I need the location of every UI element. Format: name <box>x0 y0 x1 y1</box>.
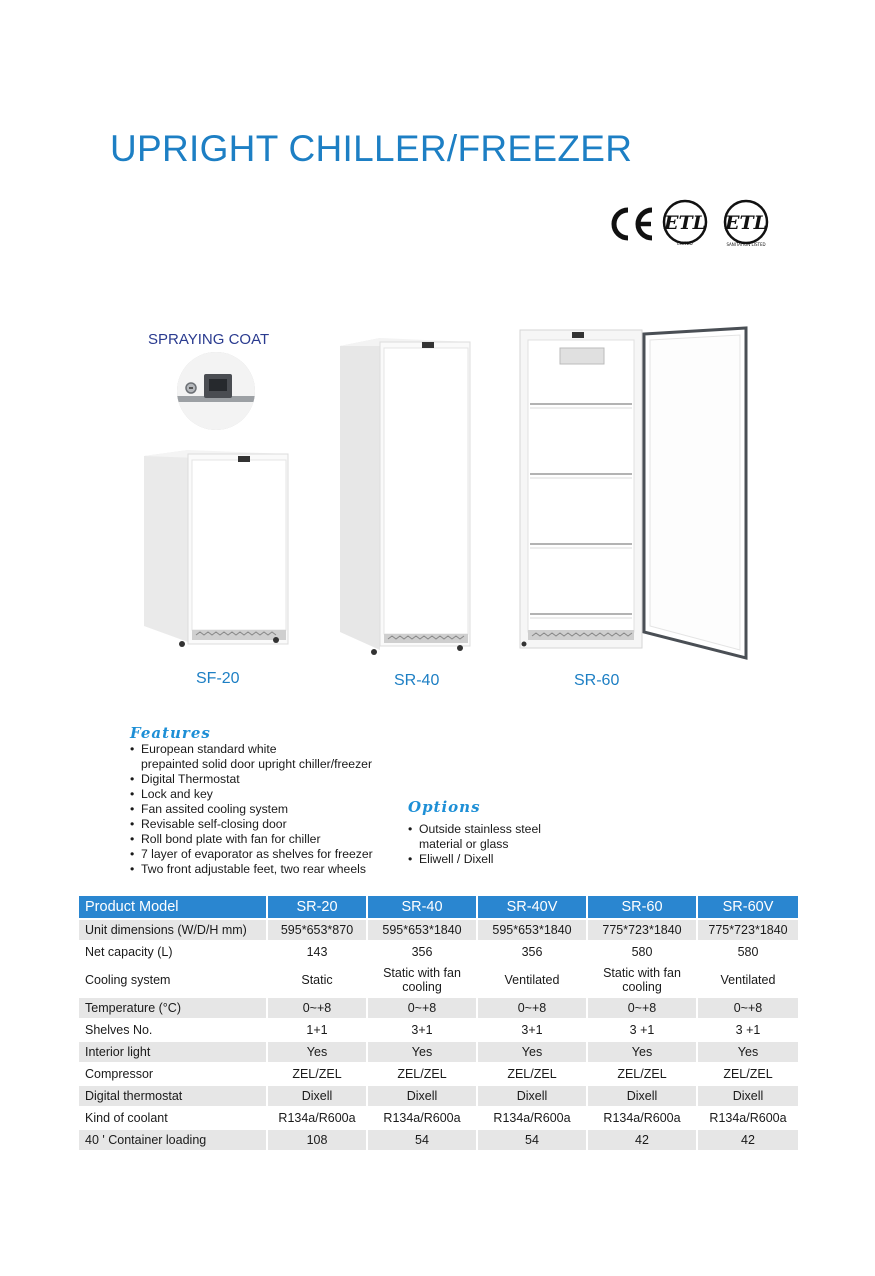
table-cell: 3+1 <box>477 1019 587 1041</box>
table-cell: 580 <box>697 941 798 963</box>
table-cell: 0~+8 <box>587 997 697 1019</box>
table-cell: Ventilated <box>697 963 798 997</box>
row-label: Unit dimensions (W/D/H mm) <box>79 919 267 941</box>
sr-40-fridge-image <box>336 334 474 656</box>
table-cell: 356 <box>367 941 477 963</box>
table-row <box>79 1129 798 1150</box>
sf-20-fridge-image <box>140 444 295 649</box>
feature-item: • Two front adjustable feet, two rear wheels <box>130 862 373 877</box>
table-cell: Yes <box>267 1041 367 1063</box>
column-header: SR-60V <box>697 896 798 919</box>
table-row <box>79 941 798 963</box>
etl-sanitation-icon <box>724 201 767 247</box>
row-label: Net capacity (L) <box>79 941 267 963</box>
ce-mark-icon <box>614 210 652 238</box>
table-cell: Ventilated <box>477 963 587 997</box>
table-cell: 356 <box>477 941 587 963</box>
spraying-coat-label: SPRAYING COAT <box>148 331 270 348</box>
column-header: Product Model <box>79 896 267 919</box>
table-cell: ZEL/ZEL <box>587 1063 697 1085</box>
row-label: Interior light <box>79 1041 267 1063</box>
table-cell: ZEL/ZEL <box>367 1063 477 1085</box>
table-cell: 775*723*1840 <box>587 919 697 941</box>
table-cell: ZEL/ZEL <box>697 1063 798 1085</box>
feature-item: • Fan assited cooling system <box>130 802 373 817</box>
table-cell: Yes <box>697 1041 798 1063</box>
table-cell: Yes <box>367 1041 477 1063</box>
table-cell: Dixell <box>697 1085 798 1107</box>
table-cell: 143 <box>267 941 367 963</box>
table-cell: Yes <box>587 1041 697 1063</box>
sr-60-open-fridge-image <box>516 326 756 662</box>
table-cell: 42 <box>697 1129 798 1150</box>
option-item: • Eliwell / Dixell <box>408 852 541 867</box>
table-row <box>79 1107 798 1129</box>
table-cell: 0~+8 <box>697 997 798 1019</box>
row-label: 40 ' Container loading <box>79 1129 267 1150</box>
table-cell: Dixell <box>477 1085 587 1107</box>
row-label: Shelves No. <box>79 1019 267 1041</box>
svg-text:ETL: ETL <box>725 212 767 234</box>
table-cell: 54 <box>477 1129 587 1150</box>
feature-item: • Digital Thermostat <box>130 772 373 787</box>
table-cell: Static <box>267 963 367 997</box>
table-cell: 0~+8 <box>267 997 367 1019</box>
table-cell: Dixell <box>587 1085 697 1107</box>
option-item: • Outside stainless steel material or glass <box>408 822 541 852</box>
column-header: SR-20 <box>267 896 367 919</box>
table-cell: 0~+8 <box>367 997 477 1019</box>
table-cell: ZEL/ZEL <box>267 1063 367 1085</box>
page-title: UPRIGHT CHILLER/FREEZER <box>110 128 633 169</box>
row-label: Temperature (°C) <box>79 997 267 1019</box>
table-cell: Static with fan cooling <box>367 963 477 997</box>
table-row <box>79 997 798 1019</box>
table-header-row <box>79 896 798 919</box>
specification-table <box>79 896 798 1150</box>
spraying-coat-detail-image <box>177 352 255 430</box>
column-header: SR-40V <box>477 896 587 919</box>
table-row <box>79 1085 798 1107</box>
feature-item: • European standard white prepainted solid door upright chiller/freezer <box>130 742 373 772</box>
row-label: Compressor <box>79 1063 267 1085</box>
etl-listed-icon <box>663 201 706 247</box>
column-header: SR-40 <box>367 896 477 919</box>
table-row <box>79 1019 798 1041</box>
column-header: SR-60 <box>587 896 697 919</box>
table-cell: Yes <box>477 1041 587 1063</box>
feature-item: • Revisable self-closing door <box>130 817 373 832</box>
table-cell: R134a/R600a <box>367 1107 477 1129</box>
table-cell: 108 <box>267 1129 367 1150</box>
table-cell: R134a/R600a <box>697 1107 798 1129</box>
table-cell: 0~+8 <box>477 997 587 1019</box>
table-cell: 775*723*1840 <box>697 919 798 941</box>
table-cell: R134a/R600a <box>587 1107 697 1129</box>
table-cell: 595*653*1840 <box>367 919 477 941</box>
options-heading: Options <box>408 798 481 816</box>
feature-item: • Lock and key <box>130 787 373 802</box>
table-row <box>79 963 798 997</box>
table-cell: Dixell <box>367 1085 477 1107</box>
table-cell: Dixell <box>267 1085 367 1107</box>
table-cell: 54 <box>367 1129 477 1150</box>
feature-item: • 7 layer of evaporator as shelves for freezer <box>130 847 373 862</box>
table-cell: 595*653*1840 <box>477 919 587 941</box>
features-heading: Features <box>130 724 211 742</box>
table-cell: 3 +1 <box>697 1019 798 1041</box>
svg-text:LISTED: LISTED <box>677 242 693 247</box>
features-list <box>130 742 373 877</box>
table-row <box>79 1063 798 1085</box>
table-cell: 3+1 <box>367 1019 477 1041</box>
row-label: Cooling system <box>79 963 267 997</box>
certification-marks <box>600 198 775 250</box>
row-label: Kind of coolant <box>79 1107 267 1129</box>
table-cell: 42 <box>587 1129 697 1150</box>
feature-item: • Roll bond plate with fan for chiller <box>130 832 373 847</box>
table-row <box>79 919 798 941</box>
model-caption-sf-20: SF-20 <box>196 670 240 687</box>
svg-text:ETL: ETL <box>664 212 706 234</box>
table-cell: 1+1 <box>267 1019 367 1041</box>
table-cell: R134a/R600a <box>267 1107 367 1129</box>
model-caption-sr-60: SR-60 <box>574 672 620 689</box>
table-cell: 595*653*870 <box>267 919 367 941</box>
options-list <box>408 822 541 867</box>
model-caption-sr-40: SR-40 <box>394 672 440 689</box>
table-cell: Static with fan cooling <box>587 963 697 997</box>
table-row <box>79 1041 798 1063</box>
table-cell: R134a/R600a <box>477 1107 587 1129</box>
table-cell: 580 <box>587 941 697 963</box>
table-cell: ZEL/ZEL <box>477 1063 587 1085</box>
table-cell: 3 +1 <box>587 1019 697 1041</box>
svg-text:SANITATION LISTED: SANITATION LISTED <box>726 242 766 247</box>
row-label: Digital thermostat <box>79 1085 267 1107</box>
